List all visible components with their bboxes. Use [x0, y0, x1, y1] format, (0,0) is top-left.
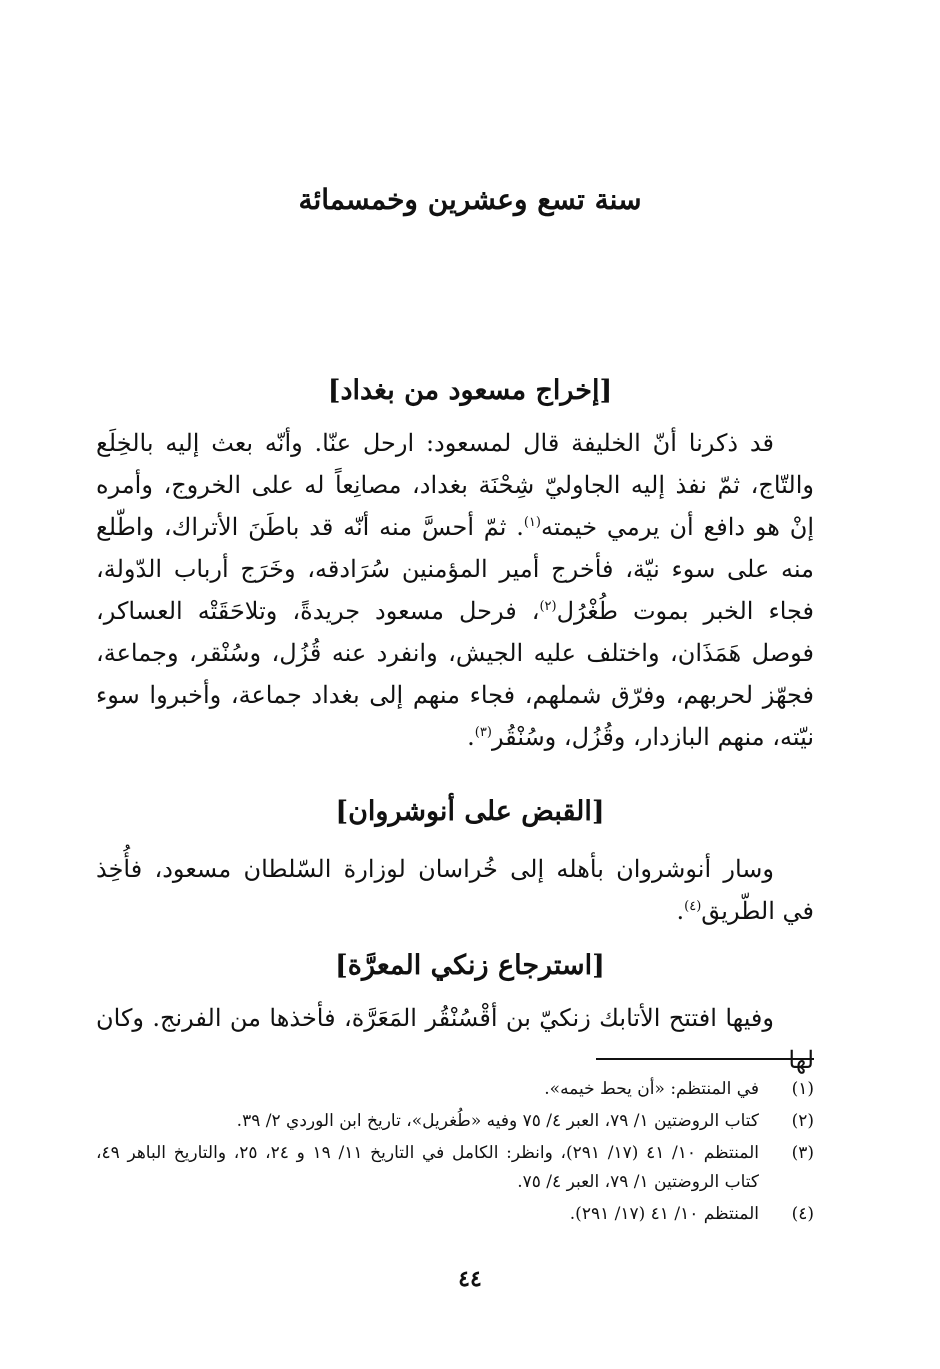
paragraph-text: . ثمّ أحسَّ منه أنّه قد باطَنَ الأتراك، واطّلع منه على سوء نيّة، فأخرج أمير المؤمنين سُرَادقه، وخَرَج أرباب الدّولة، فجاء الخبر بموت طُغْرُل: [96, 513, 815, 625]
section-heading-masud-expulsion: [إخراج مسعود من بغداد]: [327, 375, 613, 406]
paragraph-text: قد ذكرنا أنّ الخليفة قال لمسعود: ارحل عنّا. وأنّه بعث إليه بالخِلَع والتّاج، ثمّ نفذ إليه الجاوليّ شِحْنَة بغداد، مصانِعاً له على الخروج، وأمره إنْ هو دافع أن يرمي خيمته: [96, 429, 815, 541]
footnote-item: [96, 1139, 814, 1197]
footnote-text: المنتظم ١٠/ ٤١ (١٧/ ٢٩١).: [569, 1204, 759, 1224]
footnote-divider: [596, 1058, 814, 1060]
footnote-item: [96, 1200, 814, 1229]
footnote-text: المنتظم ١٠/ ٤١ (١٧/ ٢٩١)، وانظر: الكامل في التاريخ ١١/ ١٩ و ٢٤، ٢٥، والتاريخ الباهر ٤٩، كتاب الروضتين ١/ ٧٩، العبر ٤/ ٧٥.: [96, 1143, 759, 1192]
footnote-item: [96, 1075, 814, 1104]
footnote-item: [96, 1107, 814, 1136]
footnote-number: (٣): [791, 1143, 814, 1163]
paragraph-text: .: [467, 723, 475, 751]
paragraph-text: .: [676, 897, 685, 925]
paragraph-maarra-recapture: [96, 997, 814, 1081]
section-heading-maarra-recapture: [استرجاع زنكي المعرَّة]: [335, 950, 605, 981]
footnote-ref: (١): [523, 515, 541, 530]
footnote-ref: (٣): [474, 725, 492, 740]
paragraph-text: ، فرحل مسعود جريدةً، وتلاحَقَتْه العساكر، فوصل هَمَذَان، واختلف عليه الجيش، وانفرد عنه قُزُل، وسُنْقر، وجماعة، فجهّز لحربهم، وفرّق شملهم، فجاء منهم إلى بغداد جماعة، وأخبروا سوء نيّته، منهم البازدار، وقُزُل، وسُنْقُر: [96, 597, 815, 751]
footnote-number: (٤): [791, 1204, 814, 1224]
page-number: ٤٤: [458, 1266, 482, 1292]
year-title: سنة تسع وعشرين وخمسمائة: [298, 183, 642, 216]
section-heading-anushirwan-arrest: [القبض على أنوشروان]: [335, 796, 605, 827]
paragraph-anushirwan-arrest: [96, 848, 814, 932]
paragraph-masud-expulsion: [96, 422, 814, 758]
footnote-text: كتاب الروضتين ١/ ٧٩، العبر ٤/ ٧٥ وفيه «طُغريل»، تاريخ ابن الوردي ٢/ ٣٩.: [236, 1111, 759, 1131]
footnote-ref: (٤): [684, 899, 702, 914]
footnotes-list: [96, 1075, 814, 1232]
footnote-text: في المنتظم: «أن يحط خيمه».: [544, 1079, 759, 1099]
paragraph-text: وفيها افتتح الأتابك زنكيّ بن أقْسُنْقُر المَعَرَّة، فأخذها من الفرنج. وكان لها: [96, 1004, 814, 1074]
footnote-number: (٢): [791, 1111, 814, 1131]
paragraph-text: وسار أنوشروان بأهله إلى خُراسان لوزارة السّلطان مسعود، فأُخِذ في الطّريق: [96, 855, 814, 925]
footnote-ref: (٢): [539, 599, 557, 614]
footnote-number: (١): [791, 1079, 814, 1099]
